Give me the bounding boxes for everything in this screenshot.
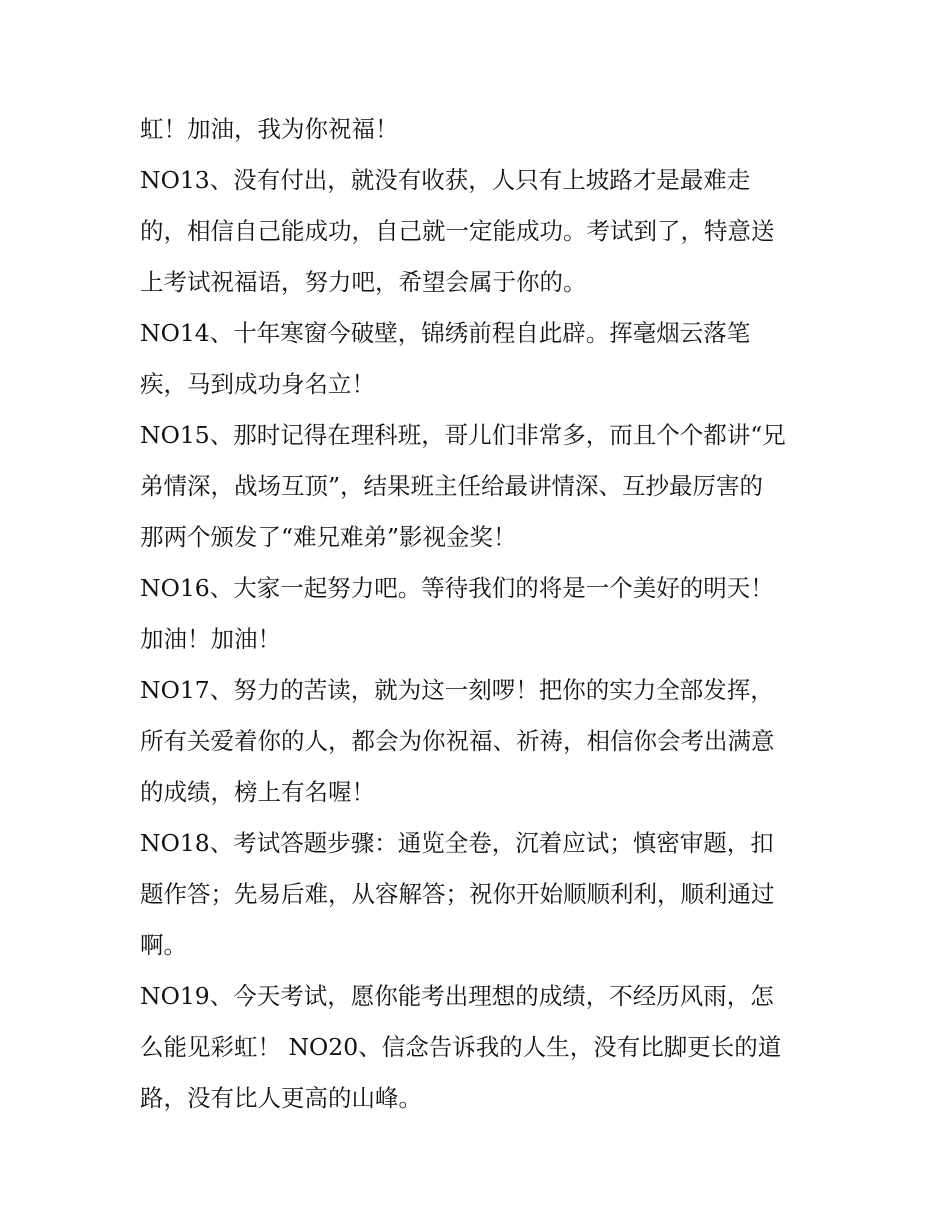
text-line: 么能见彩虹！ NO20、信念告诉我的人生，没有比脚更长的道: [140, 1033, 782, 1061]
text-line: 所有关爱着你的人，都会为你祝福、祈祷，相信你会考出满意: [140, 727, 775, 755]
text-line: NO13、没有付出，就没有收获，人只有上坡路才是最难走: [140, 166, 751, 194]
text-line: 路，没有比人更高的山峰。: [140, 1084, 422, 1112]
text-line: 那两个颁发了“难兄难弟”影视金奖！: [140, 523, 517, 551]
text-line: 虹！加油，我为你祝福！: [140, 115, 399, 143]
text-line: 上考试祝福语，努力吧，希望会属于你的。: [140, 268, 587, 296]
text-line: 的成绩，榜上有名喔！: [140, 778, 375, 806]
text-line: 加油！加油！: [140, 625, 281, 653]
text-line: NO16、大家一起努力吧。等待我们的将是一个美好的明天！: [140, 574, 774, 602]
text-line: NO17、努力的苦读，就为这一刻啰！把你的实力全部发挥，: [140, 676, 774, 704]
text-line: 的，相信自己能成功，自己就一定能成功。考试到了，特意送: [140, 217, 775, 245]
text-line: NO14、十年寒窗今破壁，锦绣前程自此辟。挥毫烟云落笔: [140, 319, 751, 347]
text-line: NO18、考试答题步骤：通览全卷，沉着应试；慎密审题，扣: [140, 829, 774, 857]
text-line: NO15、那时记得在理科班，哥儿们非常多，而且个个都讲“兄: [140, 421, 786, 449]
text-line: 啊。: [140, 931, 187, 959]
text-line: NO19、今天考试，愿你能考出理想的成绩，不经历风雨，怎: [140, 982, 774, 1010]
text-line: 疾，马到成功身名立！: [140, 370, 375, 398]
text-line: 弟情深，战场互顶”，结果班主任给最讲情深、互抄最厉害的: [140, 472, 764, 500]
text-line: 题作答；先易后难，从容解答；祝你开始顺顺利利，顺利通过: [140, 880, 775, 908]
